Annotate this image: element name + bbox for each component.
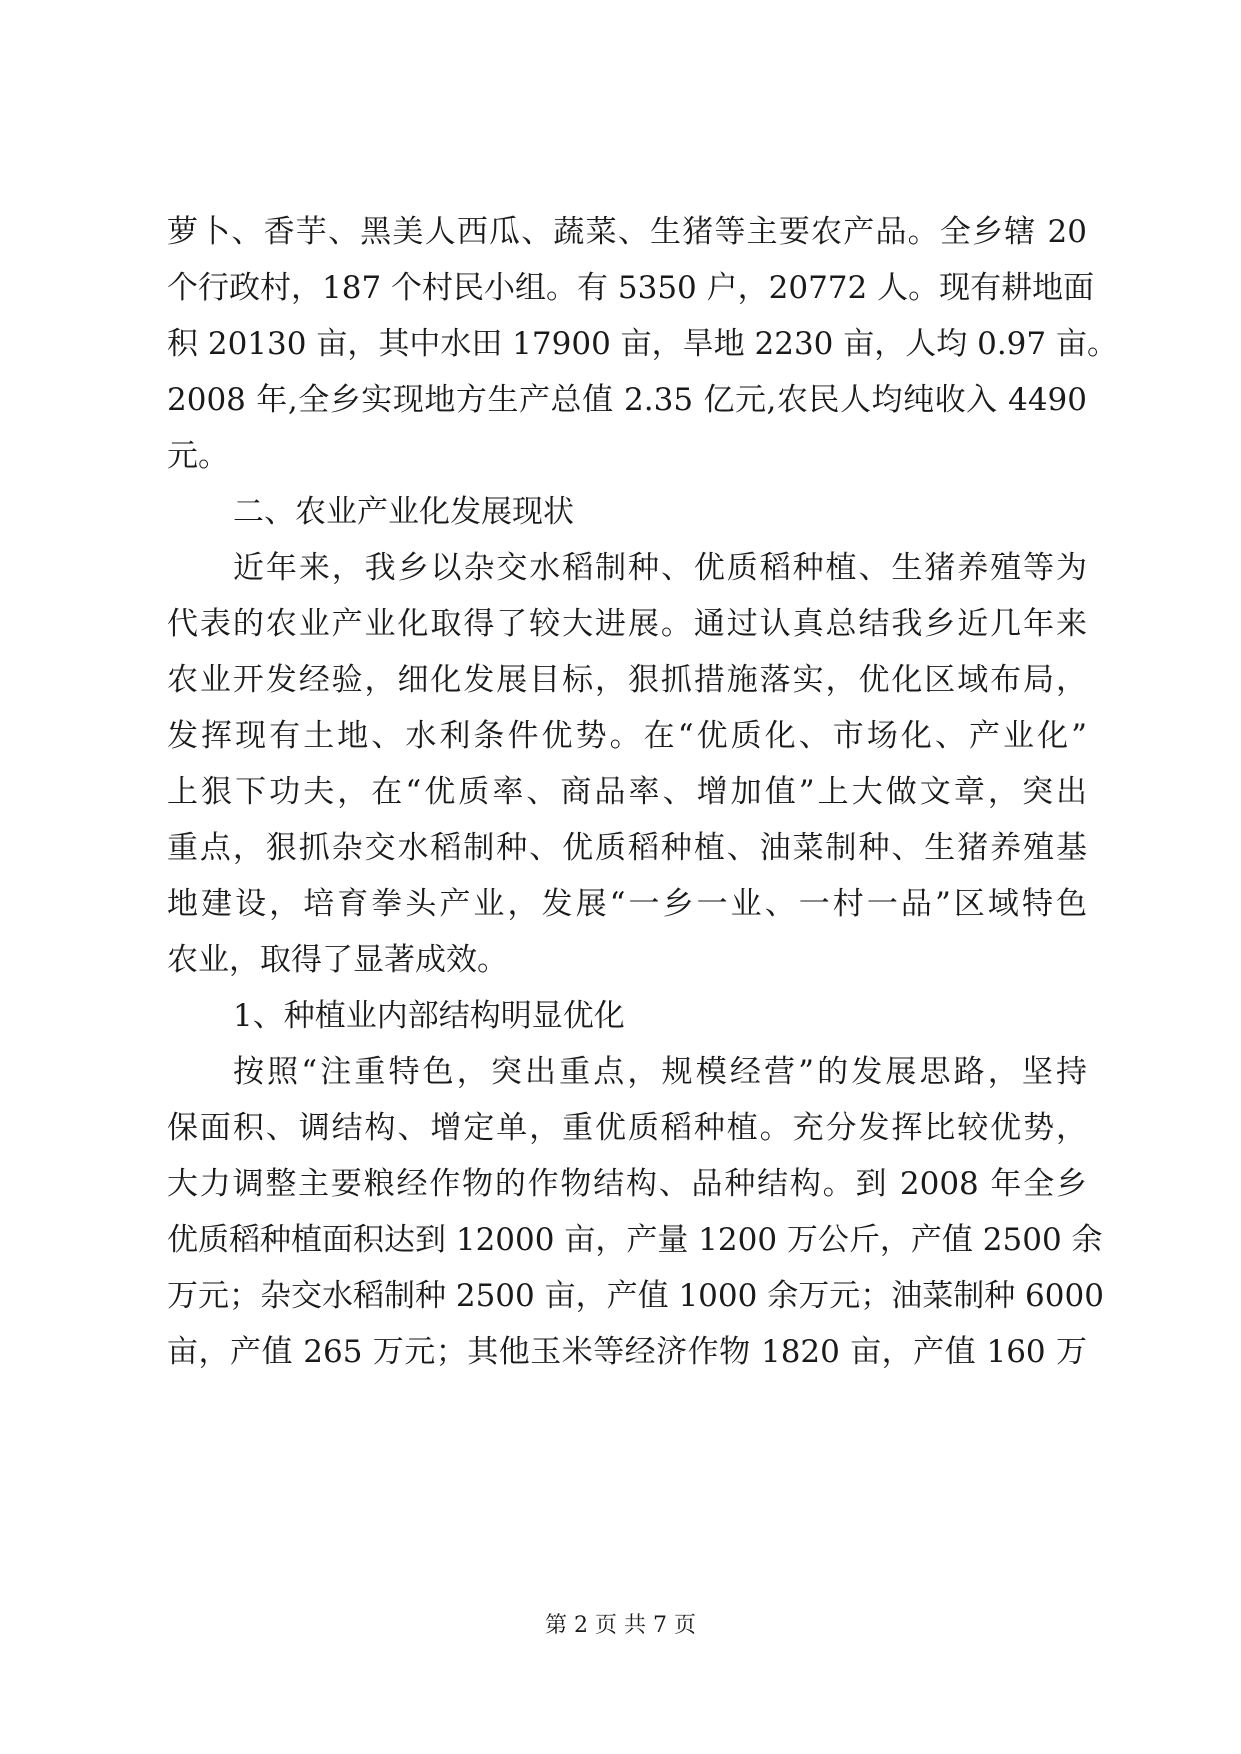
text-line: 优质稻种植面积达到 12000 亩，产量 1200 万公斤，产值 2500 余 bbox=[167, 1222, 1103, 1258]
text-line: 积 20130 亩，其中水田 17900 亩，旱地 2230 亩，人均 0.97 亩。 bbox=[167, 326, 1118, 362]
text-line: 上狠下功夫，在“优质率、商品率、增加值”上大做文章，突出 bbox=[167, 774, 1087, 810]
text-line: 萝卜、香芋、黑美人西瓜、蔬菜、生猪等主要农产品。全乡辖 20 bbox=[167, 214, 1087, 250]
section-heading: 二、农业产业化发展现状 bbox=[233, 494, 574, 530]
text-line: 2008 年,全乡实现地方生产总值 2.35 亿元,农民人均纯收入 4490 bbox=[167, 382, 1087, 418]
text-line: 万元；杂交水稻制种 2500 亩，产值 1000 余万元；油菜制种 6000 bbox=[167, 1278, 1104, 1314]
text-line: 亩，产值 265 万元；其他玉米等经济作物 1820 亩，产值 160 万 bbox=[167, 1334, 1087, 1370]
text-line: 代表的农业产业化取得了较大进展。通过认真总结我乡近几年来 bbox=[167, 606, 1087, 642]
text-line: 农业，取得了显著成效。 bbox=[167, 942, 508, 978]
subsection-heading: 1、种植业内部结构明显优化 bbox=[233, 998, 625, 1034]
text-line: 个行政村，187 个村民小组。有 5350 户，20772 人。现有耕地面 bbox=[167, 270, 1095, 306]
paragraph-first-line: 按照“注重特色，突出重点，规模经营”的发展思路，坚持 bbox=[233, 1054, 1087, 1090]
page-footer: 第 2 页 共 7 页 bbox=[545, 1613, 696, 1638]
text-line: 发挥现有土地、水利条件优势。在“优质化、市场化、产业化” bbox=[167, 718, 1087, 754]
text-line: 保面积、调结构、增定单，重优质稻种植。充分发挥比较优势， bbox=[167, 1110, 1087, 1146]
paragraph-first-line: 近年来，我乡以杂交水稻制种、优质稻种植、生猪养殖等为 bbox=[233, 550, 1087, 586]
text-line: 重点，狠抓杂交水稻制种、优质稻种植、油菜制种、生猪养殖基 bbox=[167, 830, 1087, 866]
text-line: 元。 bbox=[167, 438, 229, 474]
text-line: 农业开发经验，细化发展目标，狠抓措施落实，优化区域布局， bbox=[167, 662, 1087, 698]
text-line: 地建设，培育拳头产业，发展“一乡一业、一村一品”区域特色 bbox=[167, 886, 1087, 922]
text-line: 大力调整主要粮经作物的作物结构、品种结构。到 2008 年全乡 bbox=[167, 1166, 1087, 1202]
